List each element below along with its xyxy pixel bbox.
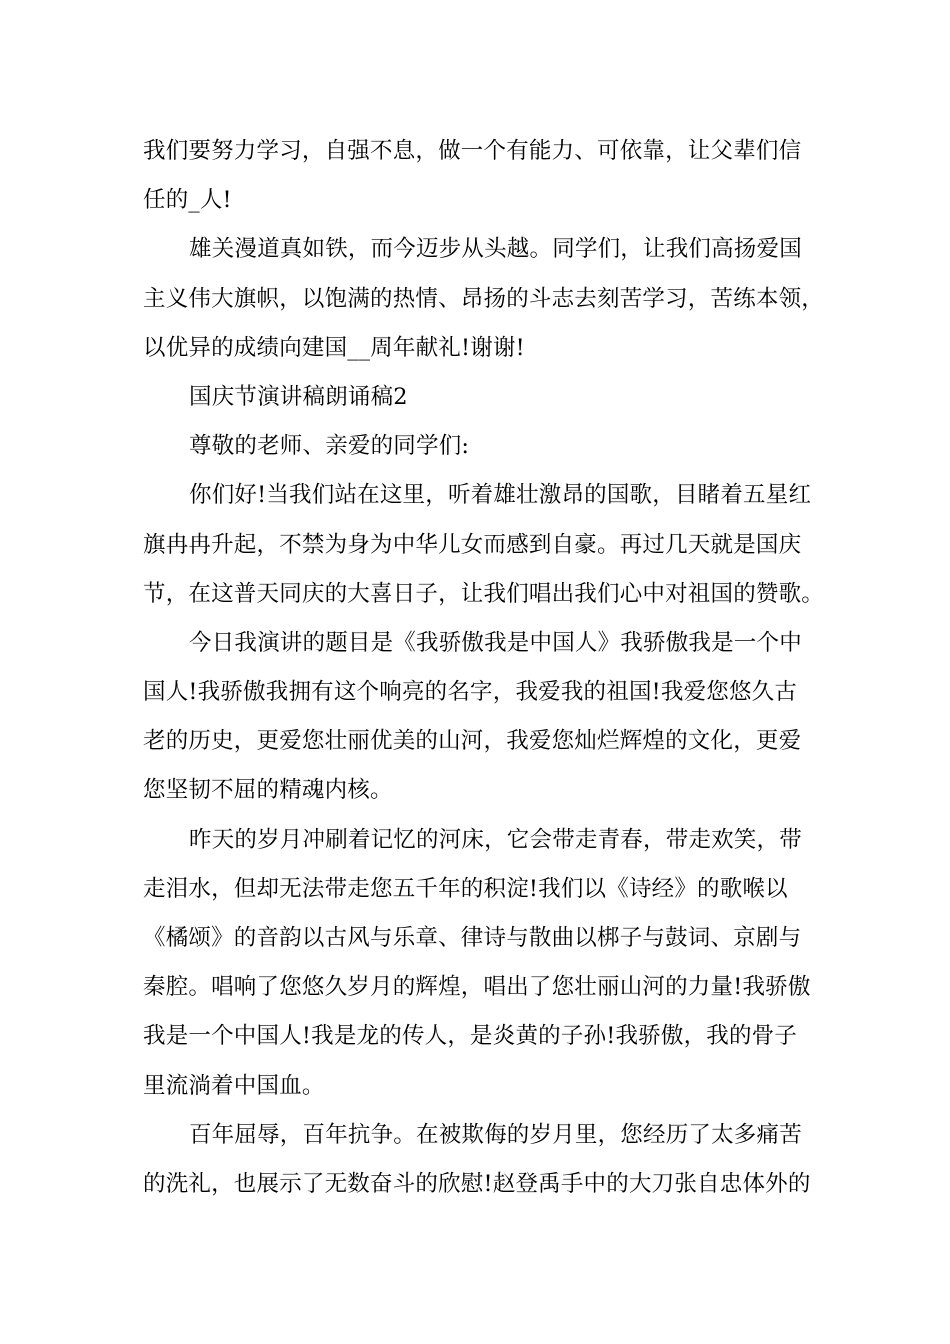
text-line-12: 国人!我骄傲我拥有这个响亮的名字，我爱我的祖国!我爱您悠久古 xyxy=(143,679,798,706)
document-body xyxy=(143,127,833,1209)
text-line-18: 秦腔。唱响了您悠久岁月的辉煌，唱出了您壮丽山河的力量!我骄傲 xyxy=(143,974,811,1001)
text-line-2: 任的_人! xyxy=(143,187,232,214)
text-line-8: 你们好!当我们站在这里，听着雄壮激昂的国歌，目睹着五星红 xyxy=(189,482,812,509)
text-line-13: 老的历史，更爱您壮丽优美的山河，我爱您灿烂辉煌的文化，更爱 xyxy=(143,728,802,755)
section-heading: 国庆节演讲稿朗诵稿2 xyxy=(189,383,408,410)
text-line-21: 百年屈辱，百年抗争。在被欺侮的岁月里，您经历了太多痛苦 xyxy=(189,1121,802,1148)
text-line-19: 我是一个中国人!我是龙的传人，是炎黄的子孙!我骄傲，我的骨子 xyxy=(143,1023,798,1050)
text-line-11: 今日我演讲的题目是《我骄傲我是中国人》我骄傲我是一个中 xyxy=(189,629,802,656)
text-line-16: 走泪水，但却无法带走您五千年的积淀!我们以《诗经》的歌喉以 xyxy=(143,875,788,902)
text-line-20: 里流淌着中国血。 xyxy=(143,1072,325,1099)
text-line-10: 节，在这普天同庆的大喜日子，让我们唱出我们心中对祖国的赞歌。 xyxy=(143,580,825,607)
text-line-9: 旗冉冉升起，不禁为身为中华儿女而感到自豪。再过几天就是国庆 xyxy=(143,531,802,558)
text-line-14: 您坚韧不屈的精魂内核。 xyxy=(143,777,393,804)
text-line-17: 《橘颂》的音韵以古风与乐章、律诗与散曲以梆子与鼓词、京剧与 xyxy=(143,925,802,951)
text-line-15: 昨天的岁月冲刷着记忆的河床，它会带走青春，带走欢笑，带 xyxy=(189,826,802,853)
text-line-1: 我们要努力学习，自强不息，做一个有能力、可依靠，让父辈们信 xyxy=(143,138,802,164)
text-line-3: 雄关漫道真如铁，而今迈步从头越。同学们，让我们高扬爱国 xyxy=(189,236,802,263)
salutation: 尊敬的老师、亲爱的同学们: xyxy=(189,433,470,460)
text-line-4: 主义伟大旗帜，以饱满的热情、昂扬的斗志去刻苦学习，苦练本领， xyxy=(143,285,825,312)
text-line-5: 以优异的成绩向建国__周年献礼!谢谢! xyxy=(143,334,525,361)
text-line-22: 的洗礼，也展示了无数奋斗的欣慰!赵登禹手中的大刀张自忠体外的 xyxy=(143,1170,811,1197)
